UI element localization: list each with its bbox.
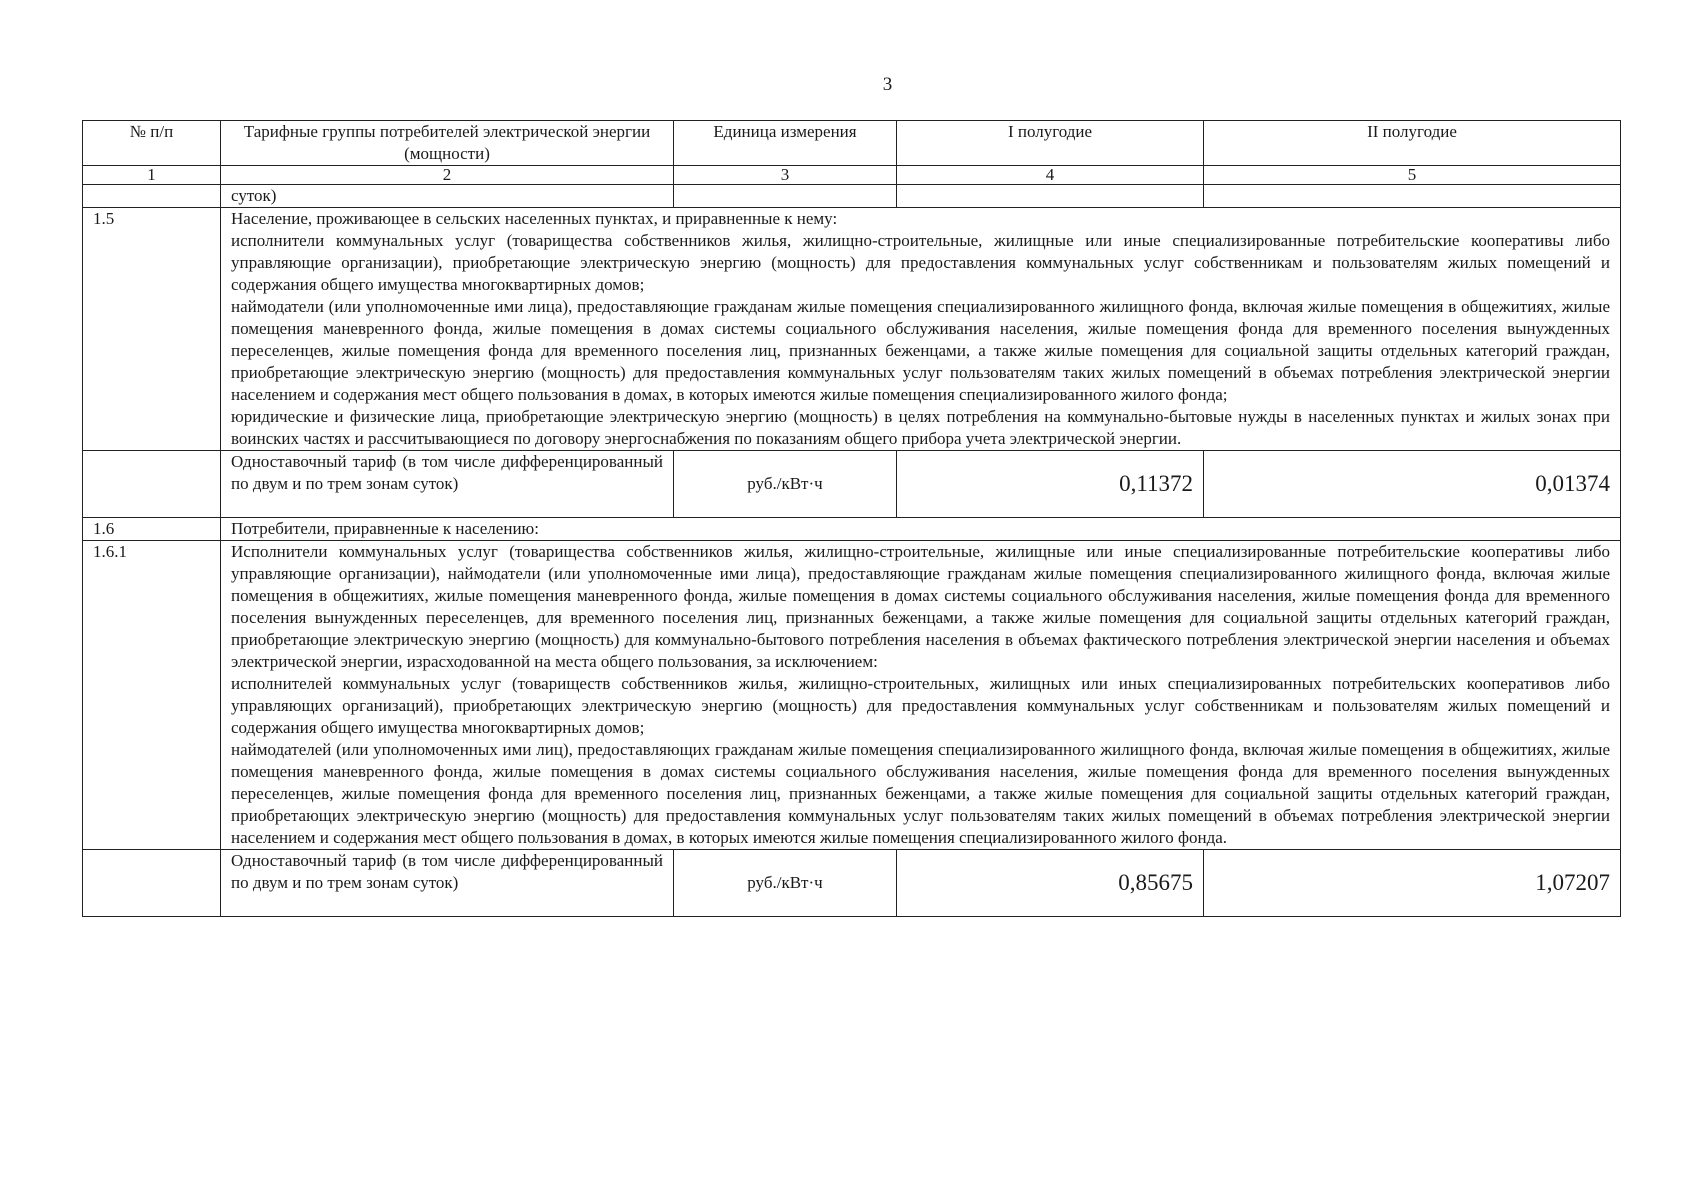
column-number: 5 — [1204, 166, 1621, 185]
tariff-name: Одноставочный тариф (в том числе дифференцированный по двум и по трем зонам суток) — [221, 850, 674, 917]
table-header-row — [83, 121, 1621, 166]
description-paragraph: наймодателей (или уполномоченных ими лиц), предоставляющих гражданам жилые помещения специализированного жилищного фонда, включая жилые помещения в общежитиях, жилые помещения маневренного фонда, жилые помещения в домах системы социального обслуживания населения, жилые помещения фонда для временного поселения вынужденных переселенцев, жилые помещения фонда для временного поселения лиц, признанных беженцами, а также жилые помещения для социальной защиты отдельных категорий граждан, приобретающих электрическую энергию (мощность) для предоставления коммунальных услуг пользователям таких жилых помещений в объемах потребления электрической энергии населением и содержания мест общего пользования в домах, в которых имеются жилые помещения специализированного жилого фонда. — [231, 740, 1610, 847]
row-number: 1.6 — [83, 518, 221, 541]
description-paragraph: исполнителей коммунальных услуг (товариществ собственников жилья, жилищно-строительных, жилищных или иных специализированных потребительских кооперативов либо управляющих организаций), приобретающих электрическую энергию (мощность) для предоставления коммунальных услуг собственникам и пользователям жилых помещений и содержания общего имущества многоквартирных домов; — [231, 674, 1610, 737]
tariff-row-1-5 — [83, 451, 1621, 518]
empty-cell — [83, 850, 221, 917]
tariff-value-half-1: 0,85675 — [897, 850, 1204, 917]
empty-cell — [83, 451, 221, 518]
empty-cell — [83, 185, 221, 208]
tariff-value-half-2: 1,07207 — [1204, 850, 1621, 917]
empty-cell — [1204, 185, 1621, 208]
tariff-unit: руб./кВт·ч — [674, 451, 897, 518]
tariff-table — [82, 120, 1621, 917]
header-no: № п/п — [83, 121, 221, 166]
description-paragraph: исполнители коммунальных услуг (товарищества собственников жилья, жилищно-строительные, жилищные или иные специализированные потребительские кооперативы либо управляющие организации), приобретающие электрическую энергию (мощность) для предоставления коммунальных услуг собственникам и пользователям жилых помещений и содержания общего имущества многоквартирных домов; — [231, 231, 1610, 294]
section-row-1-6 — [83, 518, 1621, 541]
header-half-2: II полугодие — [1204, 121, 1621, 166]
description-paragraph: наймодатели (или уполномоченные ими лица), предоставляющие гражданам жилые помещения специализированного жилищного фонда, включая жилые помещения в общежитиях, жилые помещения маневренного фонда, жилые помещения в домах системы социального обслуживания населения, жилые помещения фонда для временного поселения вынужденных переселенцев, жилые помещения фонда для временного поселения лиц, признанных беженцами, а также жилые помещения для социальной защиты отдельных категорий граждан, приобретающие электрическую энергию (мощность) для предоставления коммунальных услуг пользователям таких жилых помещений в объемах потребления электрической энергии населением и содержания мест общего пользования в домах, в которых имеются жилые помещения специализированного жилого фонда; — [231, 297, 1610, 404]
header-half-1: I полугодие — [897, 121, 1204, 166]
page-number: 3 — [882, 74, 893, 95]
description-paragraph: Население, проживающее в сельских населенных пунктах, и приравненные к нему: — [231, 209, 838, 228]
tariff-row-1-6-1 — [83, 850, 1621, 917]
continuation-row — [83, 185, 1621, 208]
row-number: 1.6.1 — [83, 541, 221, 850]
column-number: 3 — [674, 166, 897, 185]
empty-cell — [897, 185, 1204, 208]
tariff-value-half-2: 0,01374 — [1204, 451, 1621, 518]
tariff-value-half-1: 0,11372 — [897, 451, 1204, 518]
column-number: 1 — [83, 166, 221, 185]
section-description — [221, 541, 1621, 850]
empty-cell — [674, 185, 897, 208]
tariff-name: Одноставочный тариф (в том числе дифференцированный по двум и по трем зонам суток) — [221, 451, 674, 518]
section-description — [221, 208, 1621, 451]
column-number: 4 — [897, 166, 1204, 185]
description-paragraph: юридические и физические лица, приобретающие электрическую энергию (мощность) в целях потребления на коммунально-бытовые нужды в населенных пунктах и жилых зонах при воинских частях и рассчитывающиеся по договору энергоснабжения по показаниям общего прибора учета электрической энергии. — [231, 407, 1610, 448]
section-row-1-6-1 — [83, 541, 1621, 850]
description-paragraph: Исполнители коммунальных услуг (товарищества собственников жилья, жилищно-строительные, жилищные или иные специализированные потребительские кооперативы либо управляющие организации), наймодатели (или уполномоченные ими лица), предоставляющие гражданам жилые помещения специализированного жилищного фонда, включая жилые помещения в общежитиях, жилые помещения маневренного фонда, жилые помещения в домах системы социального обслуживания населения, жилые помещения фонда для временного поселения вынужденных переселенцев, для временного поселения лиц, признанных беженцами, а также жилые помещения для социальной защиты отдельных категорий граждан, приобретающие электрическую энергию (мощность) для коммунально-бытового потребления населения в объемах фактического потребления электрической энергии населения и объемах электрической энергии, израсходованной на места общего пользования, за исключением: — [231, 542, 1610, 671]
column-number: 2 — [221, 166, 674, 185]
row-number: 1.5 — [83, 208, 221, 451]
header-group: Тарифные группы потребителей электрической энергии (мощности) — [221, 121, 674, 166]
tariff-unit: руб./кВт·ч — [674, 850, 897, 917]
continuation-text: суток) — [221, 185, 674, 208]
section-title: Потребители, приравненные к населению: — [221, 518, 1621, 541]
section-row-1-5 — [83, 208, 1621, 451]
column-number-row — [83, 166, 1621, 185]
header-unit: Единица измерения — [674, 121, 897, 166]
